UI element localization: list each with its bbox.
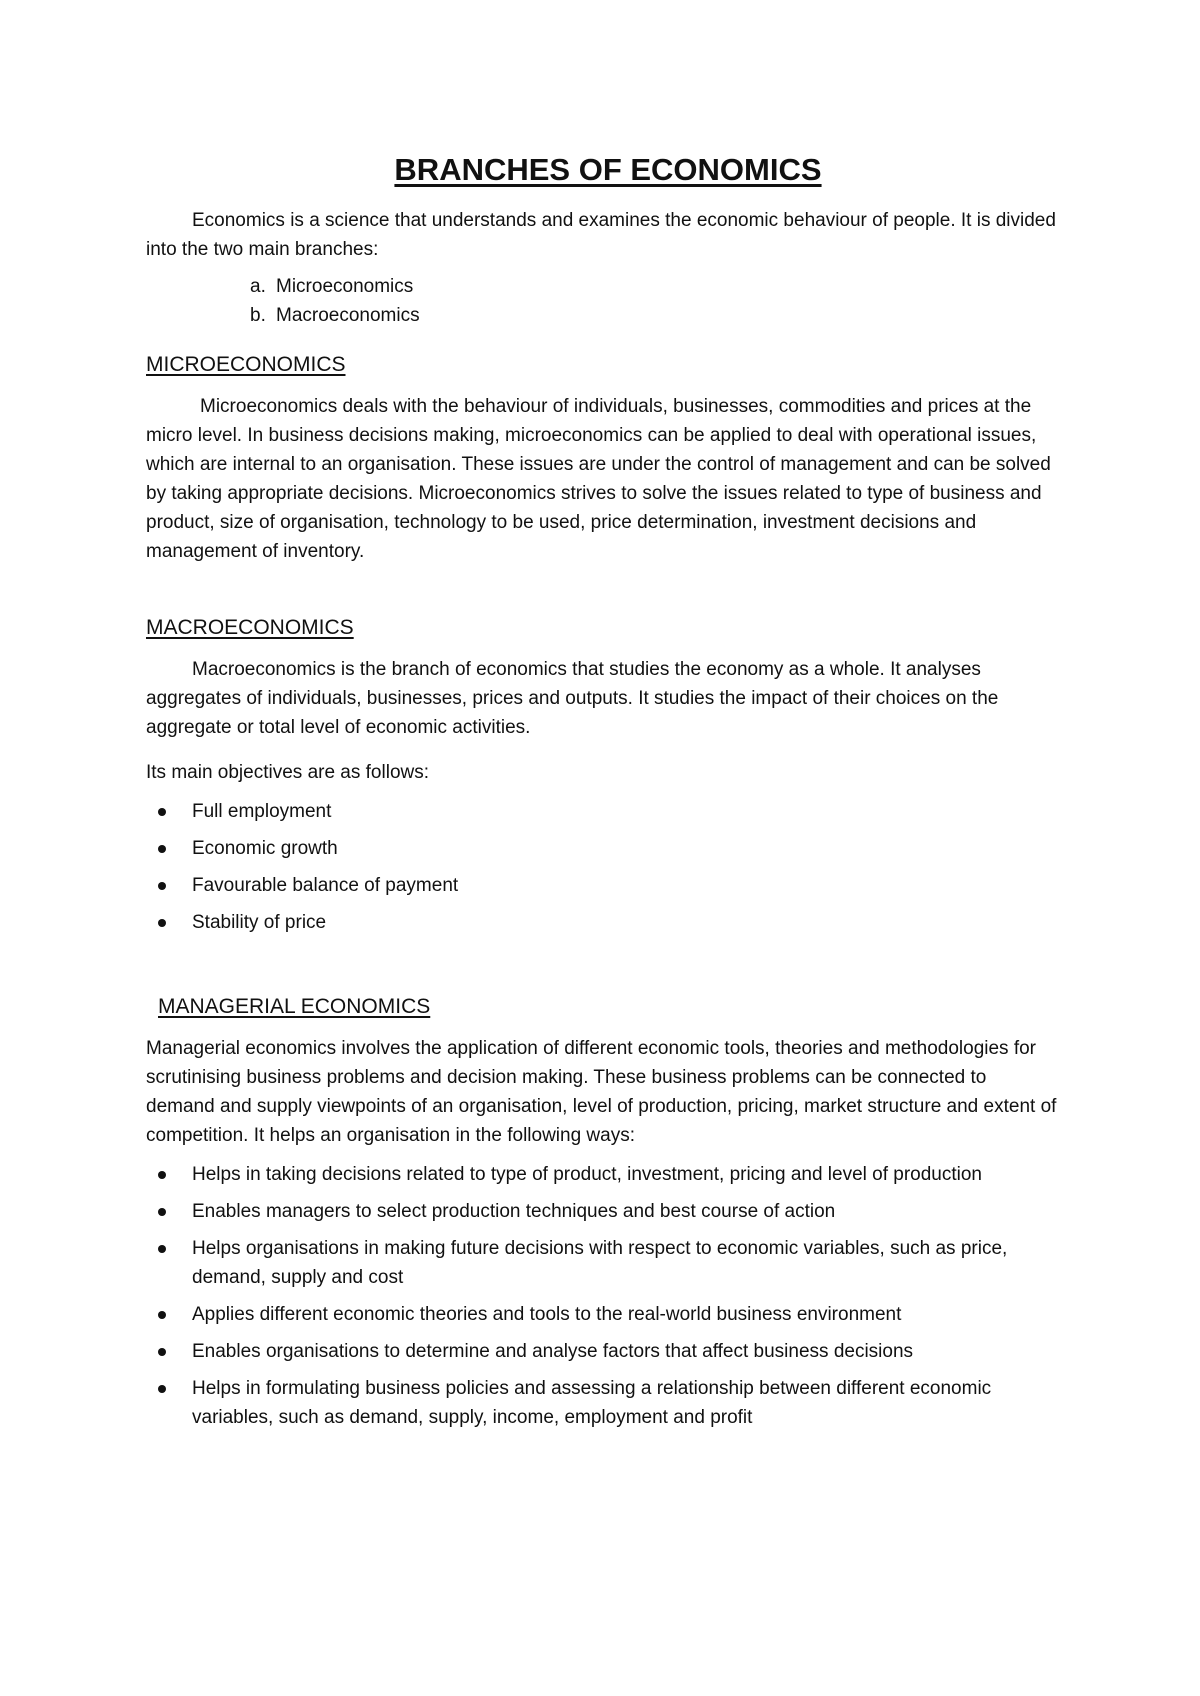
list-item-text: Microeconomics [276,276,414,297]
macro-heading: MACROECONOMICS [146,616,354,639]
micro-heading: MICROECONOMICS [146,353,346,376]
list-item [146,1234,1060,1292]
bullet-icon [158,1385,166,1393]
bullet-icon [158,845,166,853]
bullet-icon [158,1208,166,1216]
micro-paragraph: Microeconomics deals with the behaviour of individuals, businesses, commodities and prices at the micro level. In business decisions making, microeconomics can be applied to deal with operational issues, which are internal to an organisation. These issues are under the control of management and can be solved by taking appropriate decisions. Microeconomics strives to solve the issues related to type of business and product, size of organisation, technology to be used, price determination, investment decisions and management of inventory. [146,396,1051,562]
bullet-icon [158,1245,166,1253]
list-item-text: Helps in taking decisions related to type of product, investment, pricing and level of production [192,1164,983,1185]
bullet-icon [158,808,166,816]
objectives-list [146,797,1060,937]
list-item-text: Favourable balance of payment [192,875,459,896]
macro-paragraph: Macroeconomics is the branch of economics that studies the economy as a whole. It analyses aggregates of individuals, businesses, prices and outputs. It studies the impact of their choices on the aggregate or total level of economic activities. [146,659,999,738]
list-item [146,797,1060,826]
bullet-icon [158,1311,166,1319]
list-item-text: Applies different economic theories and tools to the real-world business environment [192,1304,902,1325]
page-title: BRANCHES OF ECONOMICS [394,152,822,187]
intro-paragraph: Economics is a science that understands and examines the economic behaviour of people. It is divided into the two main branches: [146,210,1056,260]
list-item-text: Full employment [192,801,332,822]
list-marker: a. [250,276,266,297]
list-marker: b. [250,305,266,326]
bullet-icon [158,882,166,890]
list-item [146,1337,1060,1366]
list-item [146,1160,1060,1189]
list-item [146,908,1060,937]
list-item-text: Stability of price [192,912,327,933]
list-item [252,272,1060,301]
managerial-paragraph: Managerial economics involves the application of different economic tools, theories and methodologies for scrutinising business problems and decision making. These business problems can be connected to demand and supply viewpoints of an organisation, level of production, pricing, market structure and extent of competition. It helps an organisation in the following ways: [146,1038,1057,1146]
managerial-heading: MANAGERIAL ECONOMICS [158,995,431,1018]
bullet-icon [158,1348,166,1356]
list-item-text: Enables managers to select production techniques and best course of action [192,1201,836,1222]
list-item-text: Economic growth [192,838,338,859]
list-item [252,301,1060,330]
list-item-text: Helps organisations in making future decisions with respect to economic variables, such as price, demand, supply and cost [192,1238,1008,1288]
list-item-text: Helps in formulating business policies and assessing a relationship between different economic variables, such as demand, supply, income, employment and profit [192,1378,992,1428]
objectives-intro: Its main objectives are as follows: [146,762,430,783]
bullet-icon [158,1171,166,1179]
list-item-text: Enables organisations to determine and analyse factors that affect business decisions [192,1341,914,1362]
list-item [146,1374,1060,1432]
bullet-icon [158,919,166,927]
list-item-text: Macroeconomics [276,305,420,326]
managerial-points-list [146,1160,1060,1432]
list-item [146,834,1060,863]
list-item [146,1197,1060,1226]
list-item [146,1300,1060,1329]
branches-list [146,272,1060,330]
list-item [146,871,1060,900]
